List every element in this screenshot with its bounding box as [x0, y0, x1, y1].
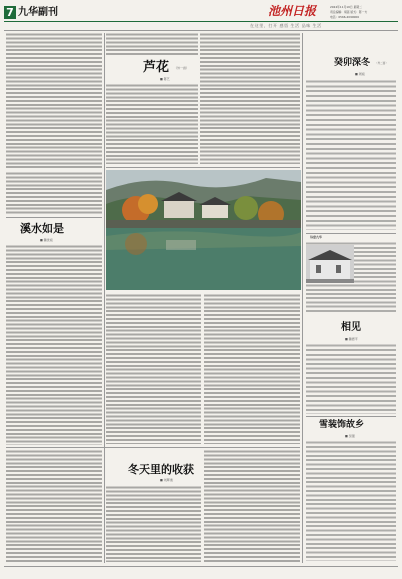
column-label: 诗意九华 — [310, 235, 323, 239]
body-text-col10 — [106, 486, 201, 562]
page-bottom-rule — [4, 566, 398, 567]
article-subtitle-fuluan: （外二首） — [375, 62, 388, 65]
masthead-rule — [4, 21, 398, 22]
section-divider — [6, 447, 300, 448]
section-divider — [306, 233, 396, 234]
article-author-xishui: ■ 魏世斌 — [40, 238, 53, 242]
body-text-col4 — [200, 33, 300, 164]
section-divider — [6, 217, 102, 218]
house-photo — [306, 245, 354, 283]
article-title-luhua: 芦花 — [143, 60, 170, 75]
body-text-col11 — [204, 450, 300, 562]
section-title: 九华副刊 — [18, 7, 58, 18]
editor-line: 责任编辑：胡蓓 版式：陈一方 — [330, 10, 368, 14]
section-divider — [306, 416, 396, 417]
body-text-col2 — [106, 33, 198, 57]
poem-text-fuluan — [306, 80, 396, 230]
body-text-col9 — [6, 450, 102, 562]
body-text-col3 — [106, 84, 198, 164]
article-author-dongtian: ■ 刘辉道 — [160, 478, 173, 482]
body-text-col7 — [106, 294, 201, 444]
article-title-xiangjian: 相见 — [341, 322, 361, 333]
poem-text-xiangjian — [306, 344, 396, 414]
body-text-col1 — [6, 33, 102, 169]
body-text-col8 — [204, 294, 300, 444]
body-text-col5 — [6, 172, 102, 214]
column-divider — [104, 33, 105, 563]
article-subtitle-luhua: （外一首） — [174, 66, 190, 70]
brand-logo: 池州日报 — [268, 4, 317, 18]
article-author-luhua: ■ 陈艺 — [160, 77, 170, 81]
article-title-xuejing: 雪装饰故乡 — [319, 420, 365, 430]
phone-line: 电话：0566-2099006 — [330, 15, 359, 19]
slogan: 在这里，打开 感悟 生活 品味 生活 — [250, 23, 322, 28]
column-divider — [302, 33, 303, 563]
article-author-fuluan: ■ 周斌 — [355, 72, 365, 76]
landscape-photo — [106, 170, 301, 290]
article-author-xiangjian: ■ 魏德平 — [345, 337, 358, 341]
page-number: 7 — [6, 6, 14, 19]
article-title-dongtian: 冬天里的收获 — [128, 463, 194, 476]
poem-text-xuejing — [306, 441, 396, 561]
article-author-xuejing: ■ 吴强 — [345, 434, 355, 438]
slogan-rule — [4, 30, 398, 31]
body-text-col6 — [6, 245, 102, 445]
section-divider — [106, 167, 300, 168]
article-title-xishui: 溪水如是 — [20, 222, 64, 235]
article-title-fuluan: 癸卯深冬 — [334, 58, 371, 68]
date-line: 2024年11月19日 星期二 — [330, 5, 362, 9]
